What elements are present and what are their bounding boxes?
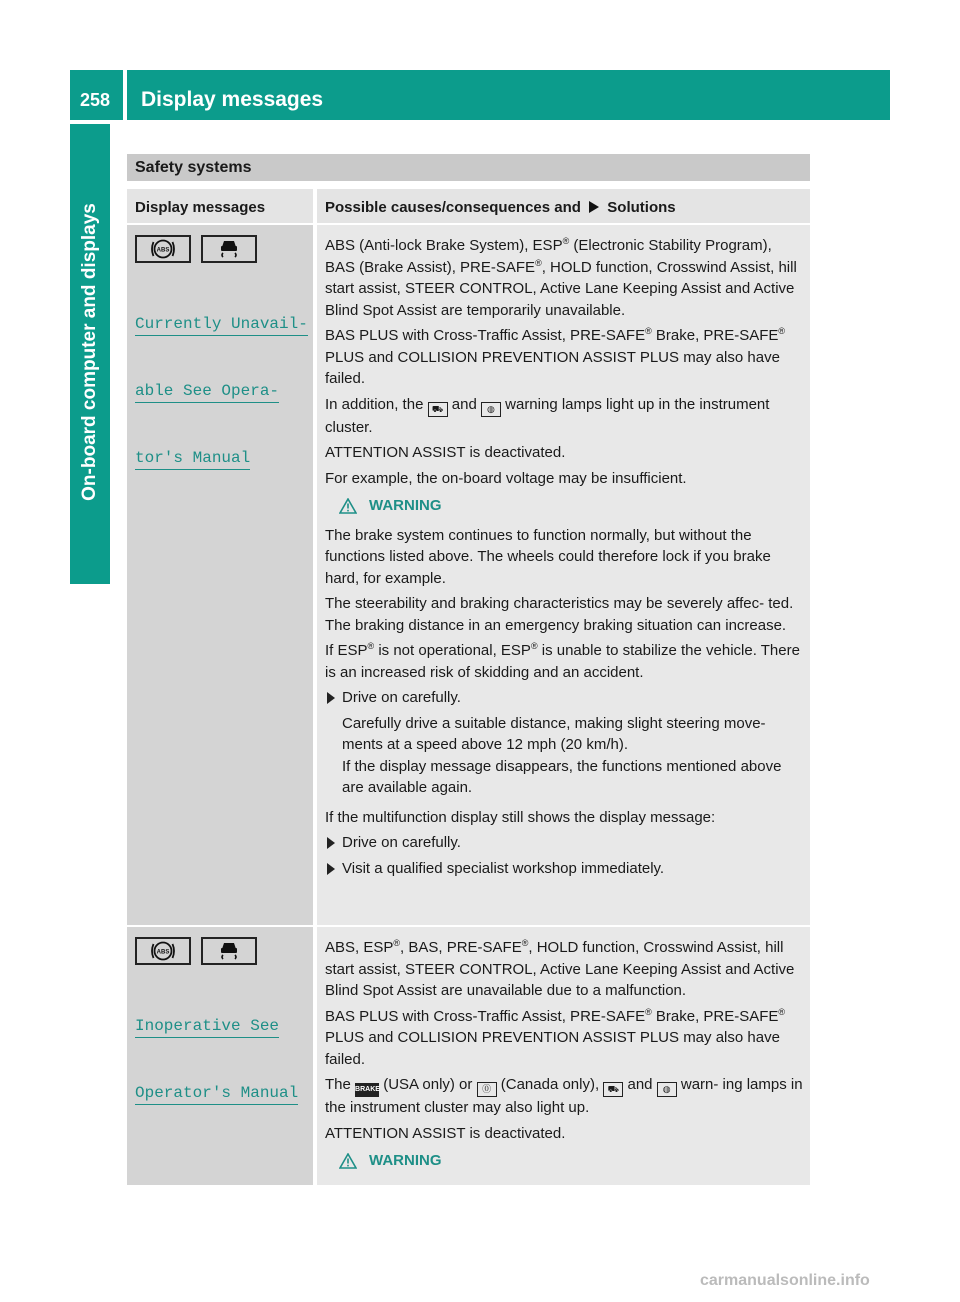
esp-skid-icon: ⛟	[428, 402, 448, 417]
text: The steerability and braking characteristics may be severely affec- ted. The braking distance in an emergency braking situation can increase.	[325, 595, 794, 634]
text: is unable to stabilize the vehicle. There is an increased risk of skidding and an accident.	[325, 642, 800, 681]
causes-cell	[317, 927, 810, 1185]
esp-skid-icon: ⛟	[603, 1082, 623, 1097]
abs-icon	[135, 235, 191, 263]
text: and	[627, 1076, 653, 1093]
display-message-line: tor's Manual	[135, 447, 250, 470]
col-header-causes	[317, 189, 810, 223]
registered-mark: ®	[393, 938, 401, 948]
display-message	[135, 269, 308, 514]
brake-warning-icon: BRAKE	[355, 1083, 379, 1097]
text: ABS (Anti-lock Brake System), ESP	[325, 237, 563, 254]
text: , BAS, PRE-SAFE	[400, 939, 522, 956]
warning-heading	[339, 495, 804, 517]
display-message-line: Inoperative See	[135, 1015, 279, 1038]
text: If the display message disappears, the functions mentioned above are available again.	[342, 757, 782, 796]
registered-mark: ®	[645, 1006, 652, 1017]
text: is not operational, ESP	[374, 642, 531, 659]
col-header-messages: Display messages	[127, 189, 313, 223]
text: BAS PLUS with Cross-Traffic Assist, PRE-SAFE	[325, 327, 646, 344]
action-bullet: Drive on carefully.	[325, 687, 804, 709]
text: ABS, ESP	[325, 939, 394, 956]
text: If ESP	[325, 642, 368, 659]
warning-heading	[339, 1150, 804, 1172]
header-divider	[123, 70, 127, 120]
registered-mark: ®	[645, 326, 652, 336]
page-number: 258	[80, 90, 111, 110]
text: Carefully drive a suitable distance, making slight steering move- ments at a speed above 12 mph (20 km/h).	[342, 714, 766, 753]
abs-icon: ◍	[481, 402, 501, 417]
display-message-line: able See Opera‐	[135, 380, 279, 403]
text: , HOLD function, Crosswind Assist, hill start assist, STEER CONTROL, Active Lane Keeping Assist and Active Blind Spot Assist are unavailable due to a malfunction.	[325, 939, 795, 999]
text: In addition, the	[325, 395, 424, 413]
text: , HOLD function, Crosswind Assist, hill start assist, STEER CONTROL, Active Lane Keeping Assist and Active Blind Spot Assist are temporarily unavailable.	[325, 258, 797, 319]
side-tab-label-wrap	[70, 124, 110, 580]
text: ATTENTION ASSIST is deactivated.	[325, 1124, 566, 1142]
text: If the multifunction display still shows the display message:	[325, 808, 716, 826]
registered-mark: ®	[530, 641, 538, 651]
display-message-line: Currently Unavail‐	[135, 313, 308, 336]
message-cell	[127, 225, 313, 925]
warning-label: WARNING	[369, 497, 442, 514]
side-tab-label: On-board computer and displays	[79, 203, 100, 501]
section-title: Safety systems	[127, 154, 810, 181]
text: and	[451, 395, 477, 413]
abs-icon-label: ABS	[156, 949, 170, 956]
causes-cell	[317, 225, 810, 925]
text: PLUS and COLLISION PREVENTION ASSIST PLUS may also have failed.	[325, 1029, 780, 1068]
display-message	[135, 971, 298, 1149]
footer-watermark: carmanualsonline.info	[700, 1272, 870, 1289]
action-bullet: Drive on carefully.	[325, 832, 804, 854]
action-bullet: Visit a qualified specialist workshop immediately.	[325, 858, 804, 880]
warning-label: WARNING	[369, 1152, 442, 1169]
col-header-solutions-label: Solutions	[607, 199, 676, 216]
abs-icon: ◍	[657, 1082, 677, 1097]
causes-text	[325, 937, 804, 1180]
esp-skid-icon	[201, 937, 257, 965]
side-tab-marker	[70, 548, 110, 584]
text: BAS PLUS with Cross-Traffic Assist, PRE-SAFE	[325, 1007, 646, 1025]
text: (Canada only),	[500, 1076, 600, 1093]
esp-skid-icon	[201, 235, 257, 263]
registered-mark: ®	[778, 1006, 786, 1017]
table-row	[127, 927, 810, 1185]
abs-icon	[135, 937, 191, 965]
table-row	[127, 225, 810, 925]
text: The brake system continues to function normally, but without the functions listed above. The wheels could therefore lock if you brake hard, for example.	[325, 526, 771, 587]
arrow-right-icon	[588, 200, 600, 214]
warning-triangle-icon	[339, 498, 357, 514]
brake-circle-icon: ⓪	[477, 1082, 497, 1097]
text: The	[325, 1076, 351, 1093]
abs-icon-label: ABS	[156, 247, 170, 254]
text: Brake, PRE-SAFE	[651, 327, 779, 344]
col-header-causes-label: Possible causes/consequences and	[325, 199, 581, 216]
text: For example, the on-board voltage may be insufficient.	[325, 469, 687, 487]
display-message-line: Operator's Manual	[135, 1082, 298, 1105]
causes-text	[325, 235, 804, 883]
text: (USA only) or	[383, 1076, 473, 1093]
text: Brake, PRE-SAFE	[651, 1007, 779, 1025]
page-title: Display messages	[141, 88, 324, 111]
table-header	[127, 189, 810, 223]
text: (Electronic Stability Program), BAS (Brake Assist), PRE-SAFE	[325, 237, 772, 276]
registered-mark: ®	[562, 236, 570, 246]
action-detail	[325, 713, 804, 799]
registered-mark: ®	[778, 326, 786, 336]
message-cell	[127, 927, 313, 1185]
text: ATTENTION ASSIST is deactivated.	[325, 444, 566, 461]
text: PLUS and COLLISION PREVENTION ASSIST PLUS may also have failed.	[325, 348, 780, 387]
registered-mark: ®	[535, 257, 542, 268]
warning-triangle-icon	[339, 1153, 357, 1169]
text: warn- ing lamps in the instrument cluster may also light up.	[325, 1076, 803, 1116]
registered-mark: ®	[367, 641, 375, 651]
text: warning lamps light up in the instrument cluster.	[325, 395, 770, 436]
registered-mark: ®	[521, 938, 529, 948]
